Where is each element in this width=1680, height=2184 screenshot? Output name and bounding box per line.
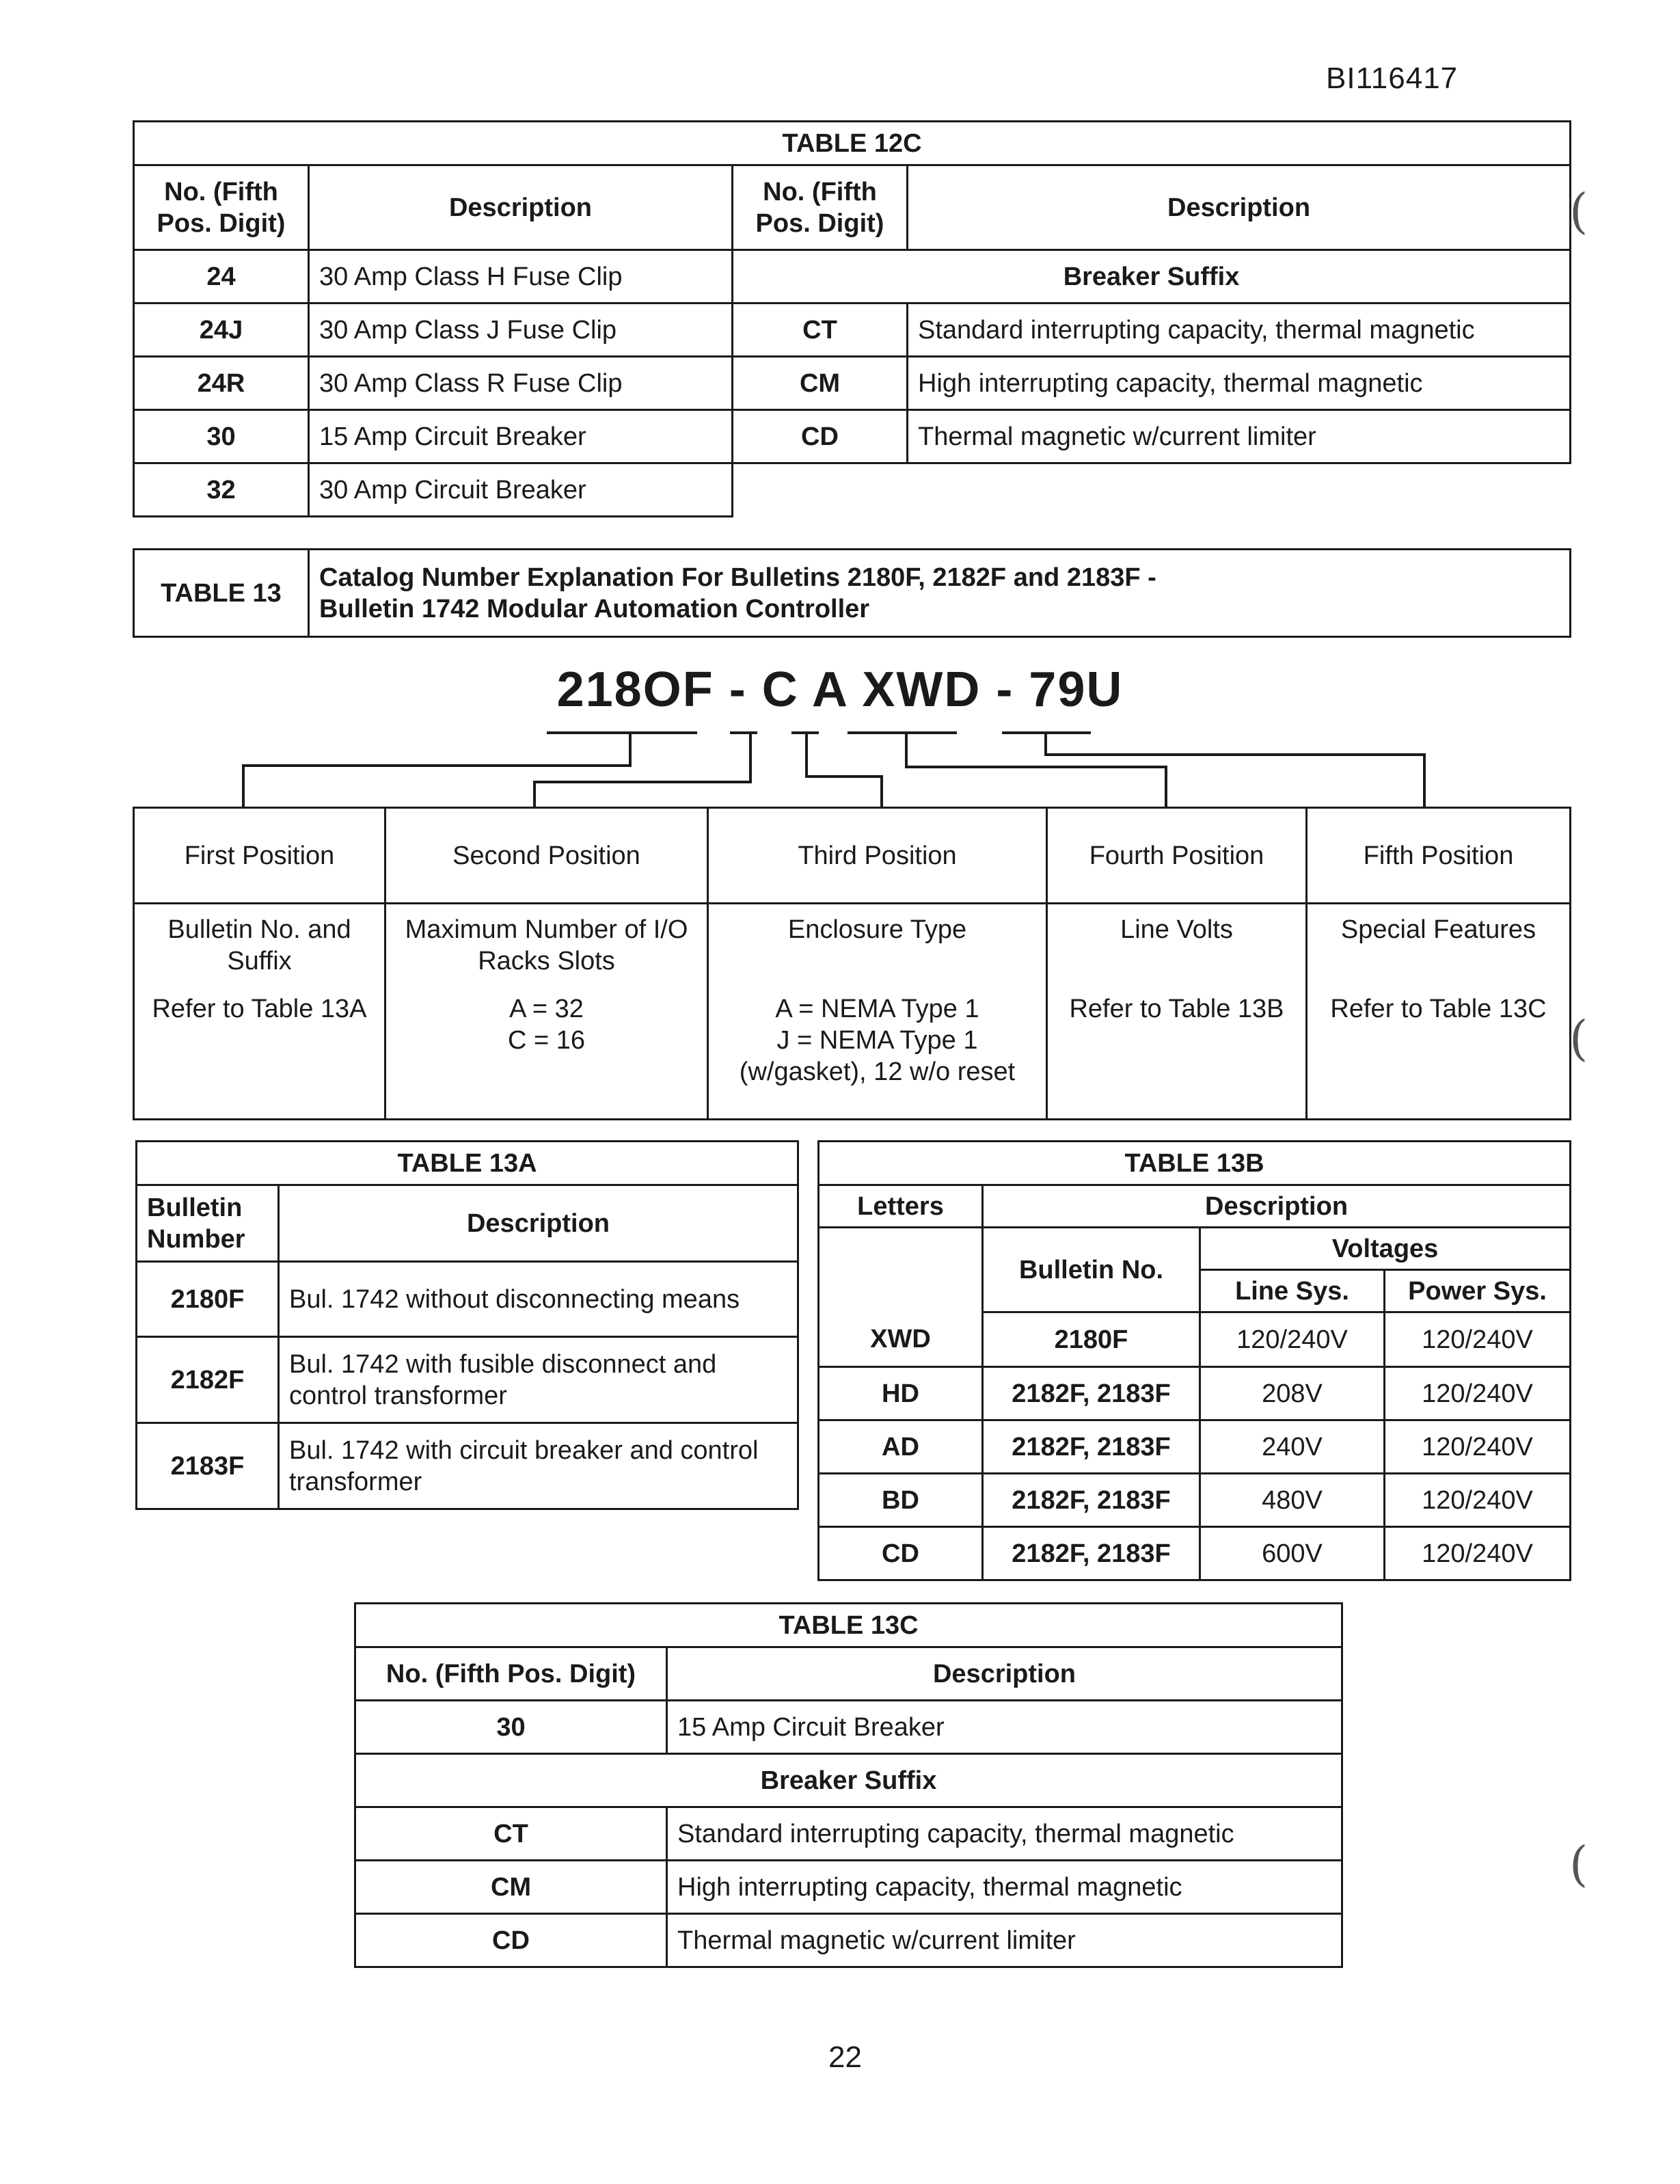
position-cell-fifth [1307,904,1571,1120]
position-header-first: First Position [134,808,385,904]
table-13b-row-line: 240V [1200,1420,1385,1474]
table-12c-suffix-no: CD [733,410,908,463]
document-id: BI116417 [1326,62,1459,95]
catalog-number-example: 218OF - C A XWD - 79U [556,662,1124,717]
position-header-third: Third Position [708,808,1047,904]
position-detail: Refer to Table 13A [152,995,367,1023]
table-13b-row-power: 120/240V [1385,1474,1571,1527]
table-13b-header-voltages: Voltages [1200,1228,1571,1270]
table-13-title-line1: Catalog Number Explanation For Bulletins 2180F, 2182F and 2183F - [319,563,1156,592]
table-12c-suffix-no: CT [733,304,908,357]
table-13a-row-desc: Bul. 1742 without disconnecting means [279,1262,798,1337]
table-13b-row-bulletin: 2182F, 2183F [983,1474,1200,1527]
table-13-heading [133,548,1571,638]
table-13a-row-no: 2180F [137,1262,279,1337]
table-13b-row-bulletin: 2182F, 2183F [983,1367,1200,1420]
table-12c-header-no-right: No. (Fifth Pos. Digit) [733,165,908,250]
table-12c-row-desc: 30 Amp Class H Fuse Clip [309,250,733,304]
position-detail: A = 32 C = 16 [507,995,586,1055]
table-12c-suffix-desc: High interrupting capacity, thermal magnetic [908,357,1571,410]
table-12c-header-desc-right: Description [908,165,1571,250]
table-12c-header-desc: Description [309,165,733,250]
table-13c-header-no: No. (Fifth Pos. Digit) [355,1647,667,1701]
table-12c-row-no: 24 [134,250,309,304]
position-desc: Line Volts [1120,915,1233,944]
table-13-label: TABLE 13 [134,550,309,637]
table-13c-suffix-no: CD [355,1914,667,1967]
position-cell-third [708,904,1047,1120]
table-12c-row-no: 30 [134,410,309,463]
table-12c-row-desc: 30 Amp Class J Fuse Clip [309,304,733,357]
position-header-fifth: Fifth Position [1307,808,1571,904]
table-13a-title: TABLE 13A [137,1142,798,1185]
table-12c-row-desc: 30 Amp Circuit Breaker [309,463,733,517]
page-number: 22 [828,2040,862,2074]
table-12c-suffix-title: Breaker Suffix [733,250,1571,304]
table-13b-header-letters: Letters [819,1185,983,1228]
table-12c-row-no: 24R [134,357,309,410]
table-13b-row-letters: BD [819,1474,983,1527]
table-12c-title: TABLE 12C [134,122,1571,165]
table-13c [354,1602,1343,1968]
table-13c-row-desc: 15 Amp Circuit Breaker [667,1701,1342,1754]
binder-hole-mark: ( [1569,183,1588,239]
table-13c-row-no: 30 [355,1701,667,1754]
position-cell-first [134,904,385,1120]
table-13b-row-power: 120/240V [1385,1420,1571,1474]
table-12c-header-no: No. (Fifth Pos. Digit) [134,165,309,250]
table-13b [817,1140,1571,1581]
table-13b-letters-blank [819,1228,983,1312]
position-detail: A = NEMA Type 1 J = NEMA Type 1 (w/gasket), 12 w/o reset [739,995,1016,1086]
binder-hole-mark: ( [1569,1010,1588,1066]
table-13b-row-letters: HD [819,1367,983,1420]
table-13b-row-power: 120/240V [1385,1527,1571,1580]
table-12c [133,120,1571,517]
position-header-fourth: Fourth Position [1047,808,1307,904]
table-13c-suffix-desc: Standard interrupting capacity, thermal magnetic [667,1807,1342,1861]
position-desc: Bulletin No. and Suffix [167,915,351,975]
table-13-title-line2: Bulletin 1742 Modular Automation Controller [319,594,870,623]
table-13a-row-no: 2183F [137,1423,279,1509]
table-13b-row-letters: CD [819,1527,983,1580]
table-12c-row-no: 24J [134,304,309,357]
table-12c-suffix-desc: Standard interrupting capacity, thermal magnetic [908,304,1571,357]
position-desc: Enclosure Type [787,915,967,944]
table-13b-row-letters: XWD [819,1312,983,1367]
table-13c-suffix-no: CT [355,1807,667,1861]
table-13c-suffix-title: Breaker Suffix [355,1754,1342,1807]
positions-table [133,807,1571,1120]
table-13a-row-desc: Bul. 1742 with fusible disconnect and control transformer [279,1337,798,1423]
table-13b-row-power: 120/240V [1385,1312,1571,1367]
table-13b-header-line-sys: Line Sys. [1200,1270,1385,1312]
table-13b-header-description: Description [983,1185,1571,1228]
table-13b-row-line: 120/240V [1200,1312,1385,1367]
table-13b-row-bulletin: 2182F, 2183F [983,1527,1200,1580]
table-13-title [309,550,1571,637]
position-desc: Special Features [1340,915,1536,944]
table-12c-suffix-desc: Thermal magnetic w/current limiter [908,410,1571,463]
position-cell-second [385,904,708,1120]
table-13c-suffix-no: CM [355,1861,667,1914]
position-header-second: Second Position [385,808,708,904]
table-13b-row-bulletin: 2180F [983,1312,1200,1367]
table-13a-header-bulletin: Bulletin Number [137,1185,279,1262]
table-13b-row-power: 120/240V [1385,1367,1571,1420]
table-13b-title: TABLE 13B [819,1142,1571,1185]
table-13c-title: TABLE 13C [355,1604,1342,1647]
table-12c-empty-cell [733,463,1571,517]
table-13c-suffix-desc: High interrupting capacity, thermal magnetic [667,1861,1342,1914]
table-13c-header-desc: Description [667,1647,1342,1701]
catalog-connector-lines [0,725,1680,813]
position-desc: Maximum Number of I/O Racks Slots [405,915,688,975]
table-13a-header-desc: Description [279,1185,798,1262]
table-13b-header-power-sys: Power Sys. [1385,1270,1571,1312]
table-12c-suffix-no: CM [733,357,908,410]
table-13b-header-bulletin: Bulletin No. [983,1228,1200,1312]
position-cell-fourth [1047,904,1307,1120]
position-detail: Refer to Table 13C [1330,995,1547,1023]
table-12c-row-desc: 15 Amp Circuit Breaker [309,410,733,463]
table-13a-row-no: 2182F [137,1337,279,1423]
table-13b-row-bulletin: 2182F, 2183F [983,1420,1200,1474]
table-13b-row-letters: AD [819,1420,983,1474]
table-13a-row-desc: Bul. 1742 with circuit breaker and control transformer [279,1423,798,1509]
table-13a [135,1140,799,1510]
position-detail: Refer to Table 13B [1069,995,1284,1023]
table-13c-suffix-desc: Thermal magnetic w/current limiter [667,1914,1342,1967]
binder-hole-mark: ( [1569,1836,1588,1892]
table-13b-row-line: 208V [1200,1367,1385,1420]
table-12c-row-no: 32 [134,463,309,517]
table-13b-row-line: 600V [1200,1527,1385,1580]
table-13b-row-line: 480V [1200,1474,1385,1527]
table-12c-row-desc: 30 Amp Class R Fuse Clip [309,357,733,410]
